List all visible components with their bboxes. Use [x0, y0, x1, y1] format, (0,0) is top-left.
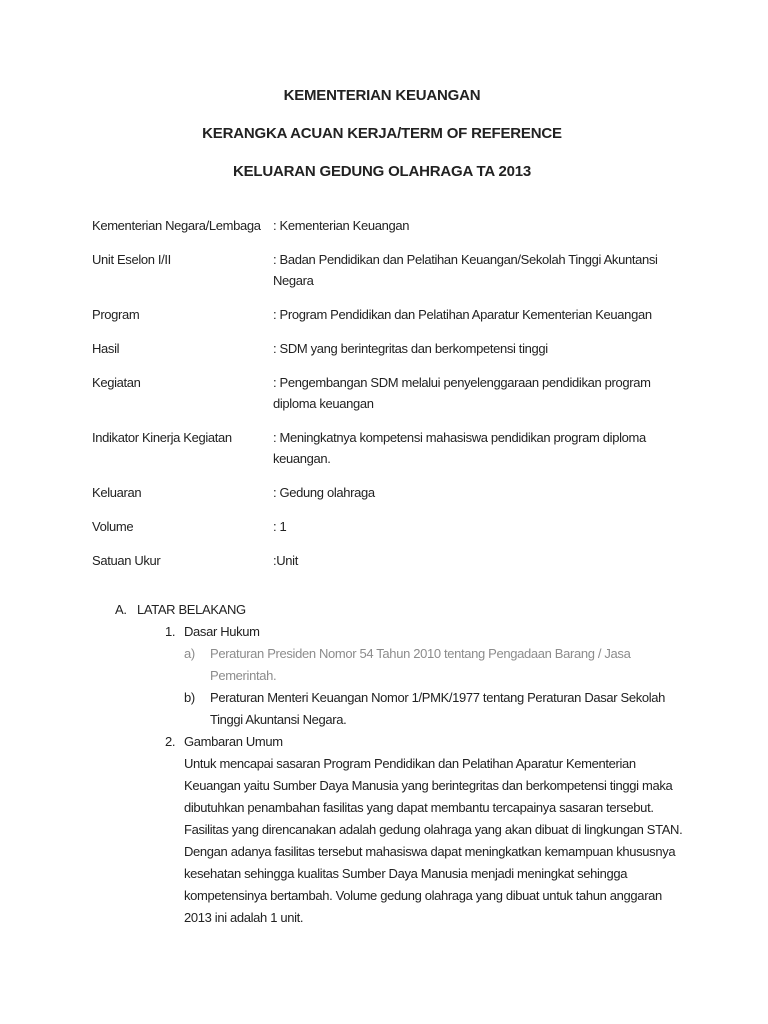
sub-item-text: Peraturan Presiden Nomor 54 Tahun 2010 tentang Pengadaan Barang / Jasa Pemerintah. [210, 646, 631, 683]
list-item-dasar-hukum [165, 621, 672, 731]
field-label: Kegiatan [92, 375, 141, 390]
title-block [92, 88, 672, 179]
section-heading: LATAR BELAKANG [137, 602, 246, 617]
field-label: Unit Eselon I/II [92, 252, 171, 267]
field-label: Indikator Kinerja Kegiatan [92, 430, 232, 445]
field-value: : Program Pendidikan dan Pelatihan Aparatur Kementerian Keuangan [273, 307, 652, 322]
field-value: : Pengembangan SDM melalui penyelenggaraan pendidikan program diploma keuangan [273, 375, 651, 411]
field-row-kementerian [92, 215, 672, 236]
section-marker: A. [115, 602, 127, 617]
field-label: Program [92, 307, 140, 322]
field-label: Volume [92, 519, 134, 534]
field-value: :Unit [273, 553, 298, 568]
list-item-marker: 2. [165, 734, 176, 749]
sub-item-a [184, 643, 672, 687]
field-label: Hasil [92, 341, 120, 356]
sub-list [184, 643, 672, 731]
field-label: Keluaran [92, 485, 142, 500]
document-title-line-2: KERANGKA ACUAN KERJA/TERM OF REFERENCE [202, 125, 562, 142]
section-heading-row [115, 599, 672, 621]
list-item-title-row [165, 731, 672, 753]
list-item-title: Dasar Hukum [184, 624, 260, 639]
field-value: : Kementerian Keuangan [273, 218, 410, 233]
field-value: : SDM yang berintegritas dan berkompetensi tinggi [273, 341, 548, 356]
field-value: : Gedung olahraga [273, 485, 375, 500]
list-item-title: Gambaran Umum [184, 734, 283, 749]
document-title-line-1: KEMENTERIAN KEUANGAN [283, 87, 481, 104]
field-row-keluaran [92, 482, 672, 503]
document-title-line-3: KELUARAN GEDUNG OLAHRAGA TA 2013 [232, 163, 532, 180]
list-item-title-row [165, 621, 672, 643]
field-value: : 1 [273, 519, 287, 534]
list-item-gambaran-umum [165, 731, 683, 929]
sub-item-marker: a) [184, 646, 195, 661]
field-row-volume [92, 516, 672, 537]
sub-item-text: Peraturan Menteri Keuangan Nomor 1/PMK/1977 tentang Peraturan Dasar Sekolah Tinggi Akuntansi Negara. [210, 690, 666, 727]
field-row-satuan-ukur [92, 550, 672, 571]
sub-item-b [184, 687, 672, 731]
field-row-indikator [92, 427, 672, 469]
field-value: : Meningkatnya kompetensi mahasiswa pendidikan program diploma keuangan. [273, 430, 646, 466]
field-row-hasil [92, 338, 672, 359]
list-item-marker: 1. [165, 624, 176, 639]
field-row-program [92, 304, 672, 325]
section-latar-belakang [92, 599, 683, 929]
field-label: Kementerian Negara/Lembaga [92, 218, 261, 233]
sub-item-marker: b) [184, 690, 195, 705]
field-value: : Badan Pendidikan dan Pelatihan Keuangan/Sekolah Tinggi Akuntansi Negara [273, 252, 658, 288]
list-item-body-paragraph: Untuk mencapai sasaran Program Pendidikan dan Pelatihan Aparatur Kementerian Keuangan yaitu Sumber Daya Manusia yang berintegritas dan berkompetensi tinggi maka dibutuhkan penambahan fasilitas yang dapat membantu tercapainya sasaran tersebut. Fasilitas yang direncanakan adalah gedung olahraga yang akan dibuat di lingkungan STAN. Dengan adanya fasilitas tersebut mahasiswa dapat meningkatkan kemampuan khususnya kesehatan sehingga kualitas Sumber Daya Manusia menjadi meningkat sehingga kompetensinya bertambah. Volume gedung olahraga yang dibuat untuk tahun anggaran 2013 ini adalah 1 unit. [184, 756, 683, 925]
field-label: Satuan Ukur [92, 553, 161, 568]
field-row-kegiatan [92, 372, 672, 414]
field-row-unit-eselon [92, 249, 672, 291]
field-list [92, 215, 672, 571]
